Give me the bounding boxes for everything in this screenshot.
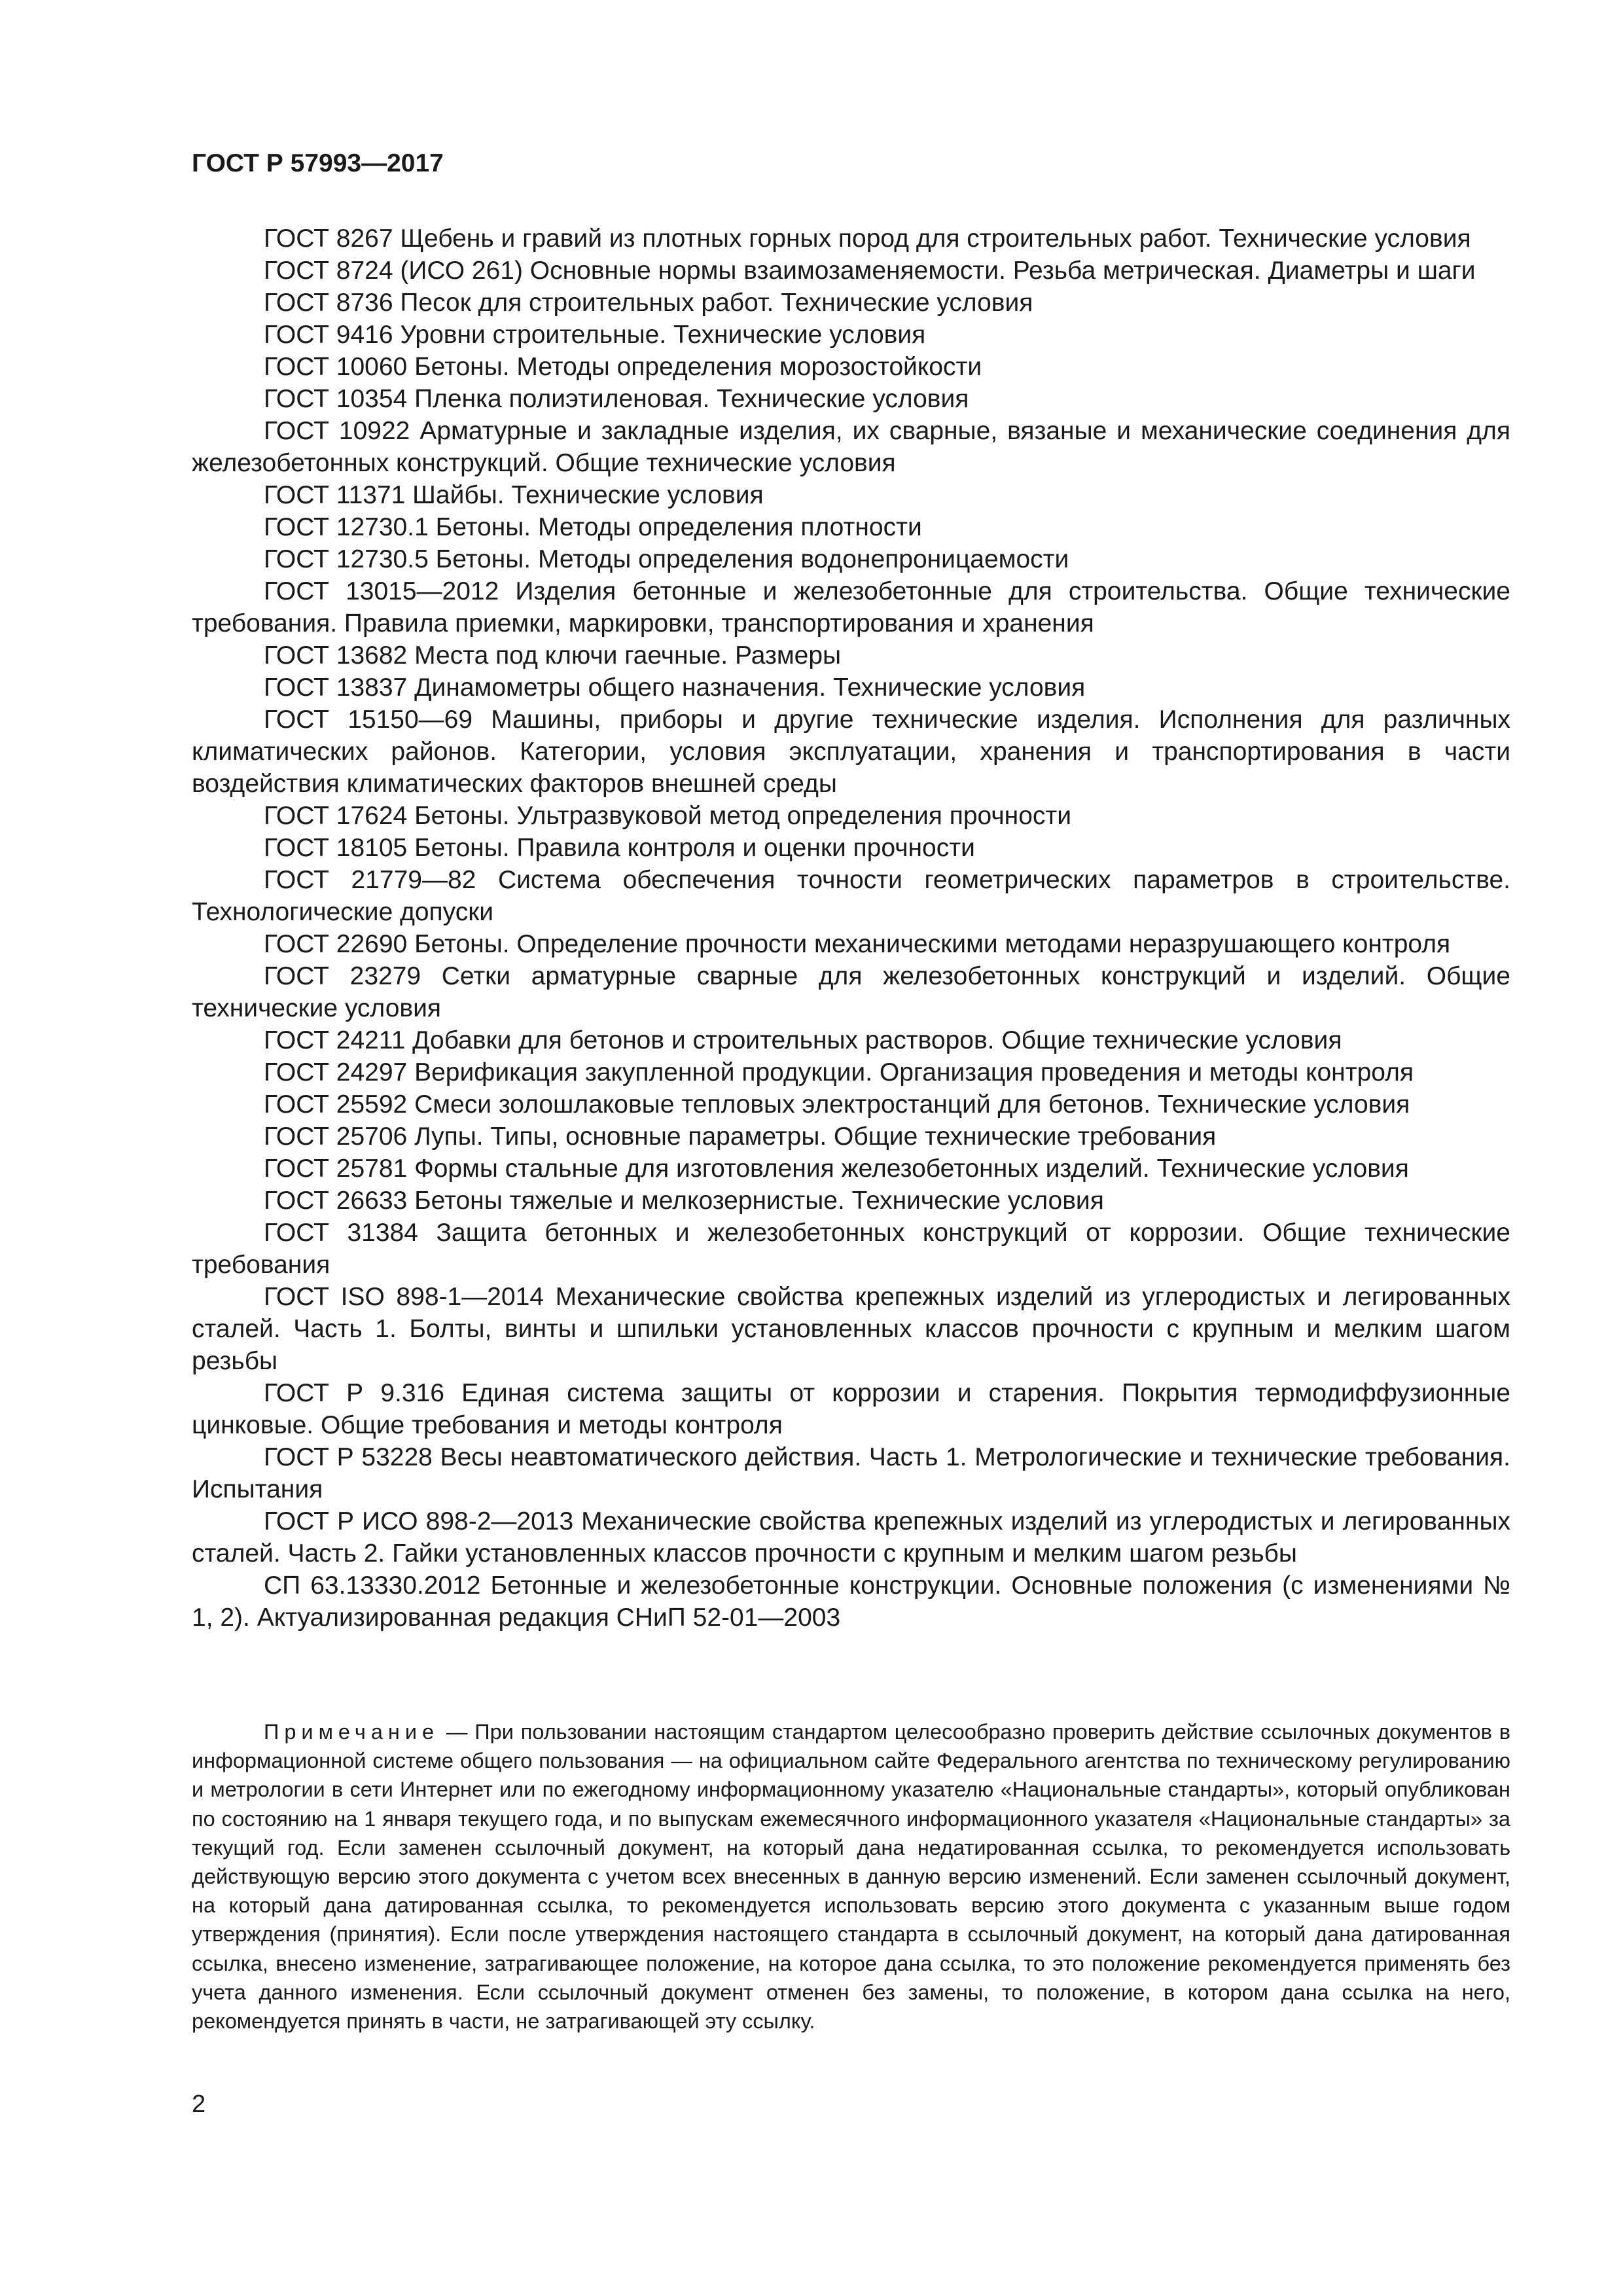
- reference-item: ГОСТ 23279 Сетки арматурные сварные для железобетонных конструкций и изделий. Общие технические условия: [192, 962, 1510, 1022]
- reference-item: ГОСТ 10060 Бетоны. Методы определения морозостойкости: [264, 353, 982, 381]
- reference-item: ГОСТ 25592 Смеси золошлаковые тепловых электростанций для бетонов. Технические условия: [264, 1090, 1410, 1119]
- reference-item: ГОСТ 8267 Щебень и гравий из плотных горных пород для строительных работ. Технические условия: [264, 224, 1471, 253]
- reference-item: ГОСТ 21779—82 Система обеспечения точности геометрических параметров в строительстве. Технологические допуски: [192, 866, 1510, 926]
- document-code-header: ГОСТ Р 57993—2017: [192, 149, 444, 177]
- reference-item: ГОСТ 10354 Пленка полиэтиленовая. Технические условия: [264, 385, 969, 413]
- reference-item: ГОСТ 24211 Добавки для бетонов и строительных растворов. Общие технические условия: [264, 1026, 1342, 1054]
- reference-item: ГОСТ 15150—69 Машины, приборы и другие технические изделия. Исполнения для различных климатических районов. Категории, условия эксплуатации, хранения и транспортирования в части воздействия климатических факторов внешней среды: [192, 706, 1510, 798]
- reference-item: ГОСТ Р 9.316 Единая система защиты от коррозии и старения. Покрытия термодиффузионные цинковые. Общие требования и методы контроля: [192, 1379, 1510, 1439]
- reference-item: ГОСТ ISO 898-1—2014 Механические свойства крепежных изделий из углеродистых и легированных сталей. Часть 1. Болты, винты и шпильки установленных классов прочности с крупным и мелким шагом резьбы: [192, 1283, 1510, 1375]
- reference-item: ГОСТ 26633 Бетоны тяжелые и мелкозернистые. Технические условия: [264, 1187, 1104, 1215]
- reference-item: ГОСТ 8736 Песок для строительных работ. Технические условия: [264, 289, 1033, 317]
- reference-item: ГОСТ 12730.1 Бетоны. Методы определения плотности: [264, 513, 922, 541]
- note-paragraph: [192, 1717, 1510, 2036]
- reference-item: ГОСТ 9416 Уровни строительные. Технические условия: [264, 321, 926, 349]
- reference-item: ГОСТ 31384 Защита бетонных и железобетонных конструкций от коррозии. Общие технические требования: [192, 1219, 1510, 1279]
- reference-item: ГОСТ 24297 Верификация закупленной продукции. Организация проведения и методы контроля: [264, 1058, 1414, 1086]
- reference-item: ГОСТ 18105 Бетоны. Правила контроля и оценки прочности: [264, 834, 975, 862]
- reference-item: ГОСТ 13837 Динамометры общего назначения. Технические условия: [264, 673, 1086, 702]
- reference-item: ГОСТ 10922 Арматурные и закладные изделия, их сварные, вязаные и механические соединения для железобетонных конструкций. Общие технические условия: [192, 417, 1510, 477]
- normative-references-list: [192, 223, 1510, 1634]
- reference-item: ГОСТ 8724 (ИСО 261) Основные нормы взаимозаменяемости. Резьба метрическая. Диаметры и шаги: [264, 257, 1476, 285]
- reference-item: ГОСТ 22690 Бетоны. Определение прочности механическими методами неразрушающего контроля: [264, 930, 1451, 958]
- reference-item: ГОСТ 25706 Лупы. Типы, основные параметры. Общие технические требования: [264, 1122, 1217, 1151]
- reference-item: ГОСТ Р 53228 Весы неавтоматического действия. Часть 1. Метрологические и технические требования. Испытания: [192, 1443, 1510, 1503]
- reference-item: ГОСТ 13682 Места под ключи гаечные. Размеры: [264, 641, 842, 670]
- reference-item: СП 63.13330.2012 Бетонные и железобетонные конструкции. Основные положения (с изменениями № 1, 2). Актуализированная редакция СНиП 52-01—2003: [192, 1571, 1510, 1632]
- reference-item: ГОСТ 12730.5 Бетоны. Методы определения водонепроницаемости: [264, 545, 1069, 573]
- reference-item: ГОСТ 13015—2012 Изделия бетонные и железобетонные для строительства. Общие технические требования. Правила приемки, маркировки, транспортирования и хранения: [192, 577, 1510, 637]
- note-text: — При пользовании настоящим стандартом целесообразно проверить действие ссылочных документов в информационной системе общего пользования — на официальном сайте Федерального агентства по техническому регулированию и метрологии в сети Интернет или по ежегодному информационному указателю «Национальные стандарты», который опубликован по состоянию на 1 января текущего года, и по выпускам ежемесячного информационного указателя «Национальные стандарты» за текущий год. Если заменен ссылочный документ, на который дана недатированная ссылка, то рекомендуется использовать действующую версию этого документа с учетом всех внесенных в данную версию изменений. Если заменен ссылочный документ, на который дана датированная ссылка, то рекомендуется использовать версию этого документа с указанным выше годом утверждения (принятия). Если после утверждения настоящего стандарта в ссылочный документ, на который дана датированная ссылка, внесено изменение, затрагивающее положение, на которое дана ссылка, то это положение рекомендуется применять без учета данного изменения. Если ссылочный документ отменен без замены, то положение, в котором дана ссылка на него, рекомендуется принять в части, не затрагивающей эту ссылку.: [192, 1720, 1510, 2034]
- reference-item: ГОСТ Р ИСО 898-2—2013 Механические свойства крепежных изделий из углеродистых и легированных сталей. Часть 2. Гайки установленных классов прочности с крупным и мелким шагом резьбы: [192, 1507, 1510, 1568]
- reference-item: ГОСТ 11371 Шайбы. Технические условия: [264, 481, 764, 509]
- page-number: 2: [192, 2090, 206, 2118]
- note-label: Примечание: [264, 1720, 440, 1744]
- reference-item: ГОСТ 17624 Бетоны. Ультразвуковой метод определения прочности: [264, 802, 1072, 830]
- reference-item: ГОСТ 25781 Формы стальные для изготовления железобетонных изделий. Технические условия: [264, 1155, 1409, 1183]
